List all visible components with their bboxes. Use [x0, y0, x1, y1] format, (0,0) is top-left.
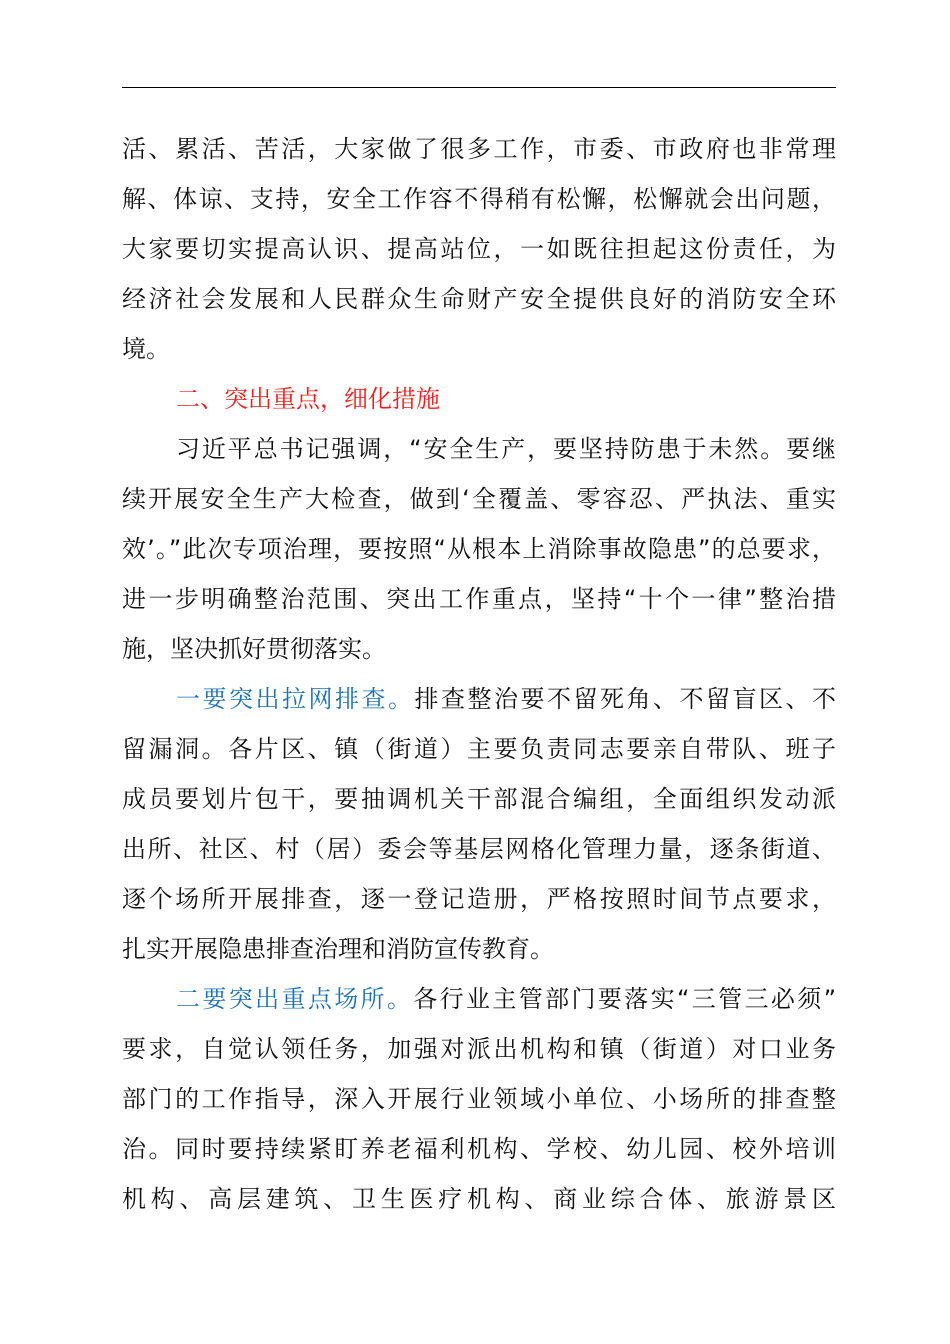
text-line: 治。同时要持续紧盯养老福利机构、学校、幼儿园、校外培训 — [122, 1135, 836, 1163]
text-line: 成员要划片包干，要抽调机关干部混合编组，全面组织发动派 — [122, 785, 836, 813]
paragraph-2 — [122, 424, 836, 674]
text-line: 出所、社区、村（居）委会等基层网格化管理力量，逐条街道、 — [122, 835, 836, 863]
text-line: 境。 — [122, 335, 170, 363]
text-line: 逐个场所开展排查，逐一登记造册，严格按照时间节点要求， — [122, 885, 836, 913]
text-line: 续开展安全生产大检查，做到‘全覆盖、零容忍、严执法、重实 — [122, 485, 836, 513]
text-line: 进一步明确整治范围、突出工作重点，坚持“十个一律”整治措 — [122, 585, 836, 613]
point-text: 排查整治要不留死角、不留盲区、不 — [414, 685, 836, 713]
text-line: 机构、高层建筑、卫生医疗机构、商业综合体、旅游景区 — [122, 1185, 836, 1213]
text-line: 施，坚决抓好贯彻落实。 — [122, 635, 386, 663]
point-title: 二要突出重点场所。 — [176, 985, 414, 1013]
text-line — [122, 674, 836, 724]
paragraph-1 — [122, 124, 836, 374]
text-line: 习近平总书记强调，“安全生产，要坚持防患于未然。要继 — [176, 435, 836, 463]
point-title: 一要突出拉网排查。 — [176, 685, 415, 713]
text-line — [122, 974, 836, 1024]
text-line: 活、累活、苦活，大家做了很多工作，市委、市政府也非常理 — [122, 135, 836, 163]
text-line: 部门的工作指导，深入开展行业领域小单位、小场所的排查整 — [122, 1085, 836, 1113]
text-line: 解、体谅、支持，安全工作容不得稍有松懈，松懈就会出问题， — [122, 185, 836, 213]
text-line: 要求，自觉认领任务，加强对派出机构和镇（街道）对口业务 — [122, 1035, 836, 1063]
point-text: 各行业主管部门要落实“三管三必须” — [413, 985, 837, 1013]
text-line: 扎实开展隐患排查治理和消防宣传教育。 — [122, 935, 554, 963]
point-1 — [122, 674, 836, 974]
section-heading: 二、突出重点，细化措施 — [176, 385, 440, 413]
text-line: 大家要切实提高认识、提高站位，一如既往担起这份责任，为 — [122, 235, 836, 263]
text-line: 经济社会发展和人民群众生命财产安全提供良好的消防安全环 — [122, 285, 836, 313]
text-line: 效’。”此次专项治理，要按照“从根本上消除事故隐患”的总要求， — [122, 535, 836, 563]
document-body — [122, 124, 836, 1224]
text-line: 留漏洞。各片区、镇（街道）主要负责同志要亲自带队、班子 — [122, 735, 836, 763]
header-rule — [122, 87, 836, 88]
point-2 — [122, 974, 836, 1224]
